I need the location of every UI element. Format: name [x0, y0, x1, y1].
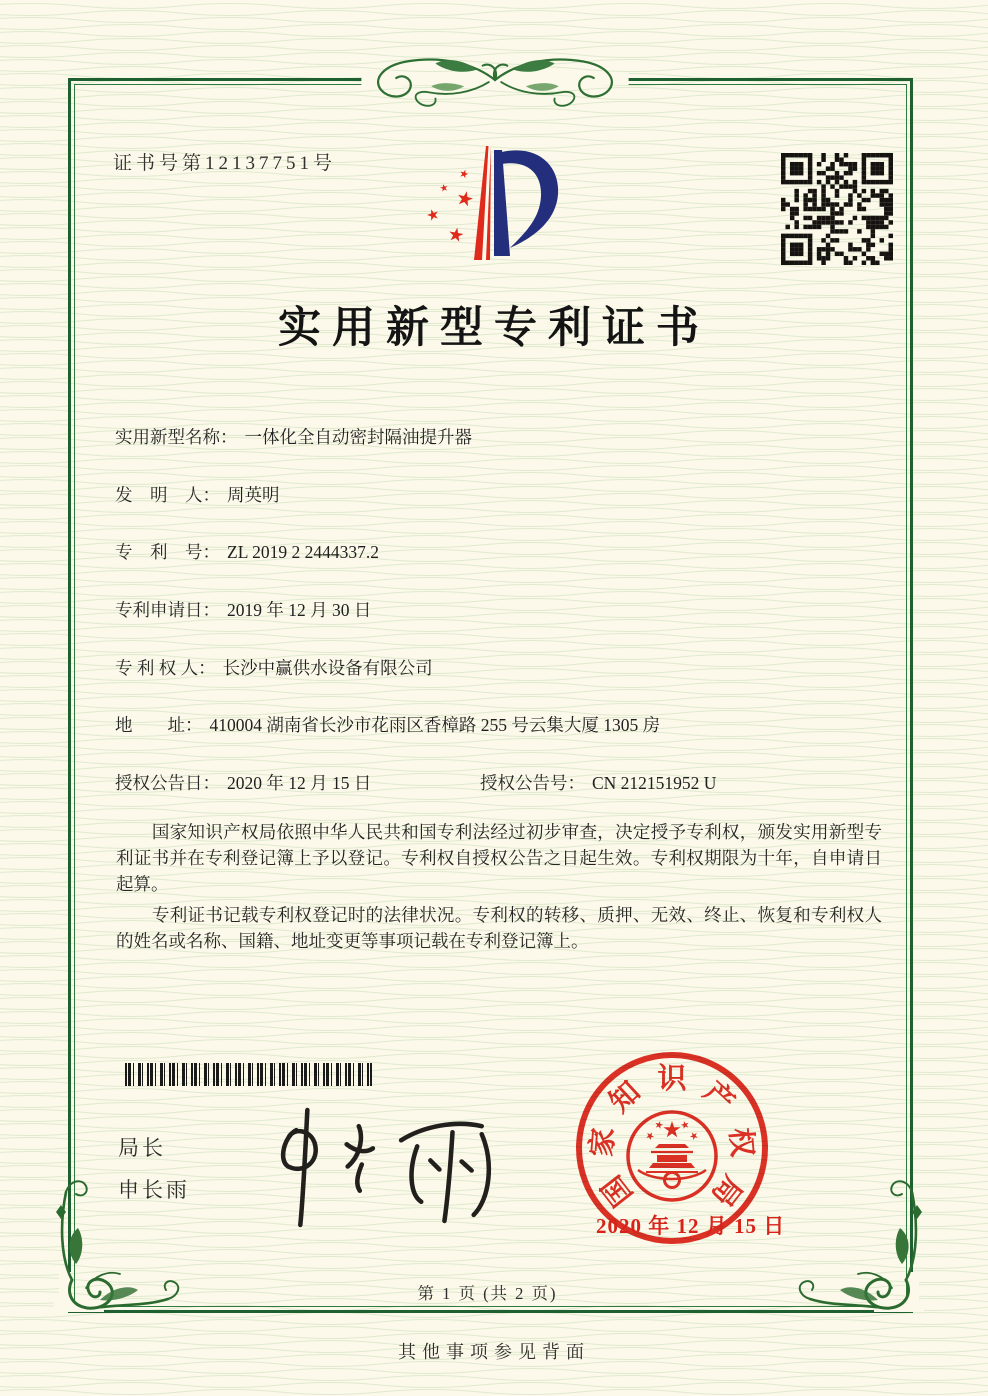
certificate-number: 证书号第12137751号: [113, 153, 337, 174]
seal-ring-char: 局: [704, 1169, 748, 1212]
field-utility-model-name: [115, 424, 898, 482]
field-filing-date: [115, 597, 898, 655]
field-label: 专 利 权 人：: [115, 657, 216, 678]
signature-autograph: [262, 1103, 514, 1231]
field-patent-number: [115, 539, 898, 597]
field-label: 专 利 号：: [115, 542, 220, 563]
page-number: 第 1 页 (共 2 页): [417, 1284, 558, 1303]
cnipa-logo-icon: [408, 136, 578, 296]
back-side-note: 其他事项参见背面: [398, 1342, 590, 1362]
field-value: 一体化全自动密封隔油提升器: [244, 427, 472, 447]
commissioner-role-label: 局长: [118, 1137, 166, 1160]
certificate-title: 实用新型专利证书: [278, 305, 710, 352]
qr-code: [781, 153, 893, 265]
field-value: 2020 年 12 月 15 日: [227, 773, 372, 794]
field-label: 实用新型名称：: [115, 427, 238, 447]
field-value: CN 212151952 U: [592, 773, 717, 794]
field-value: 2019 年 12 月 30 日: [227, 600, 372, 621]
seal-ring-char: 家: [586, 1126, 621, 1159]
field-value: 长沙中赢供水设备有限公司: [222, 657, 433, 678]
field-label: 授权公告号：: [480, 773, 585, 794]
seal-ring-char: 国: [596, 1169, 640, 1212]
seal-ring-char: 产: [697, 1075, 741, 1119]
top-border-ornament: [340, 42, 650, 116]
field-label: 专利申请日：: [115, 600, 220, 621]
barcode: [125, 1063, 372, 1086]
field-patentee: [115, 655, 898, 713]
fields-list: [115, 424, 898, 828]
field-label: 授权公告日：: [115, 773, 220, 794]
commissioner-name: 申长雨: [118, 1179, 190, 1202]
field-grant-publication-number: [480, 770, 716, 795]
national-emblem: [628, 1112, 716, 1200]
seal-date: 2020 年 12 月 15 日: [596, 1214, 786, 1238]
field-address: [115, 712, 898, 770]
field-label: 发 明 人：: [115, 484, 220, 505]
legal-paragraph-1: 国家知识产权局依照中华人民共和国专利法经过初步审查，决定授予专利权，颁发实用新型专利证书并在专利登记簿上予以登记。专利权自授权公告之日起生效。专利权期限为十年，自申请日起算。: [116, 822, 882, 894]
field-inventor: [115, 482, 898, 540]
field-value: ZL 2019 2 2444337.2: [227, 542, 379, 563]
field-label: 地 址：: [115, 715, 203, 736]
legal-paragraph-2: 专利证书记载专利权登记时的法律状况。专利权的转移、质押、无效、终止、恢复和专利权人的姓名或名称、国籍、地址变更等事项记载在专利登记簿上。: [116, 905, 882, 951]
field-value: 周英明: [227, 484, 280, 505]
seal-ring-char: 知: [603, 1075, 647, 1119]
seal-ring-char: 识: [657, 1063, 687, 1095]
seal-ring-char: 权: [723, 1126, 758, 1159]
field-value: 410004 湖南省长沙市花雨区香樟路 255 号云集大厦 1305 房: [209, 715, 661, 736]
